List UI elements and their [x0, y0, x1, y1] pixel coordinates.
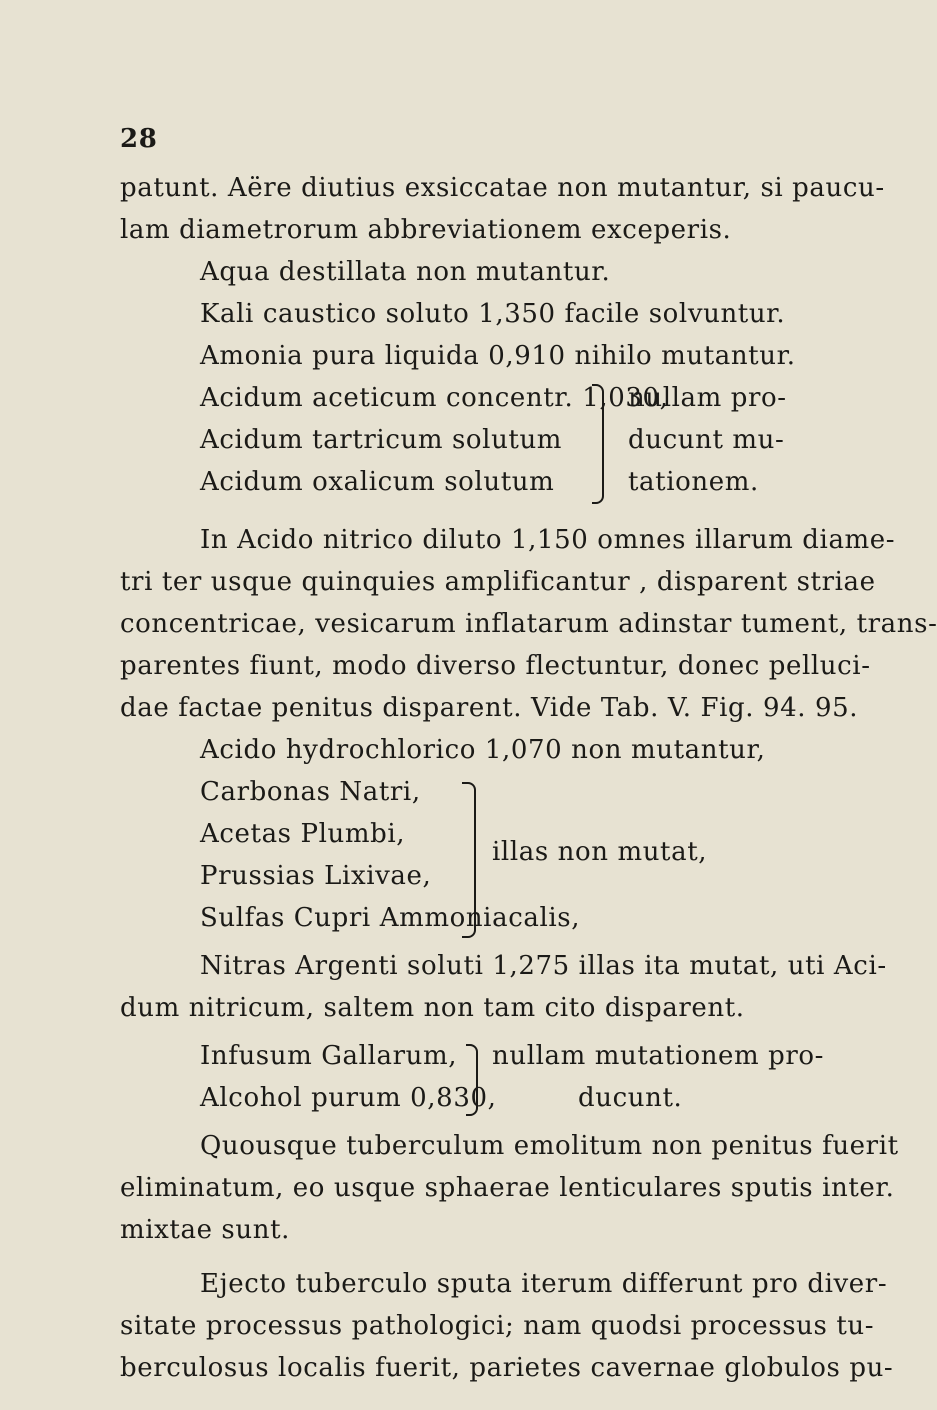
- text-line: parentes fiunt, modo diverso flectuntur, donec pelluci-: [120, 651, 871, 681]
- text-line: nullam pro-: [628, 383, 787, 413]
- text-line: Acetas Plumbi,: [200, 819, 406, 849]
- text-line: Amonia pura liquida 0,910 nihilo mutantur.: [200, 341, 796, 371]
- brace-group-3: [466, 1044, 478, 1116]
- text-line: concentricae, vesicarum inflatarum adinstar tument, trans-: [120, 609, 937, 639]
- brace-group-1: [592, 384, 604, 504]
- text-line: Acidum oxalicum solutum: [200, 467, 555, 497]
- text-line: patunt. Aëre diutius exsiccatae non mutantur, si paucu-: [120, 173, 885, 203]
- text-line: dae factae penitus disparent. Vide Tab. V. Fig. 94. 95.: [120, 693, 859, 723]
- text-line: dum nitricum, saltem non tam cito disparent.: [120, 993, 745, 1023]
- text-line: tri ter usque quinquies amplificantur , disparent striae: [120, 567, 876, 597]
- text-line: ducunt mu-: [628, 425, 785, 455]
- text-line: berculosus localis fuerit, parietes cavernae globulos pu-: [120, 1353, 894, 1383]
- text-line: Kali caustico soluto 1,350 facile solvuntur.: [200, 299, 786, 329]
- text-line: Infusum Gallarum,: [200, 1041, 458, 1071]
- text-line: tationem.: [628, 467, 759, 497]
- text-line: Acidum aceticum concentr. 1,030,: [200, 383, 669, 413]
- text-line: Acido hydrochlorico 1,070 non mutantur,: [200, 735, 766, 765]
- text-line: Sulfas Cupri Ammoniacalis,: [200, 903, 581, 933]
- text-line: illas non mutat,: [492, 837, 708, 867]
- text-line: nullam mutationem pro-: [492, 1041, 825, 1071]
- text-line: eliminatum, eo usque sphaerae lenticulares sputis inter.: [120, 1173, 895, 1203]
- brace-group-2: [462, 782, 476, 938]
- text-line: In Acido nitrico diluto 1,150 omnes illarum diame-: [200, 525, 896, 555]
- page-number: 28: [120, 124, 158, 154]
- text-line: Alcohol purum 0,830,: [200, 1083, 497, 1113]
- text-line: Prussias Lixivae,: [200, 861, 432, 891]
- text-line: Ejecto tuberculo sputa iterum differunt pro diver-: [200, 1269, 888, 1299]
- text-line: Carbonas Natri,: [200, 777, 421, 807]
- text-line: Nitras Argenti soluti 1,275 illas ita mutat, uti Aci-: [200, 951, 887, 981]
- text-line: ducunt.: [578, 1083, 683, 1113]
- text-line: mixtae sunt.: [120, 1215, 290, 1245]
- text-line: sitate processus pathologici; nam quodsi processus tu-: [120, 1311, 875, 1341]
- text-line: lam diametrorum abbreviationem exceperis.: [120, 215, 732, 245]
- text-line: Acidum tartricum solutum: [200, 425, 563, 455]
- text-line: Quousque tuberculum emolitum non penitus fuerit: [200, 1131, 899, 1161]
- text-line: Aqua destillata non mutantur.: [200, 257, 611, 287]
